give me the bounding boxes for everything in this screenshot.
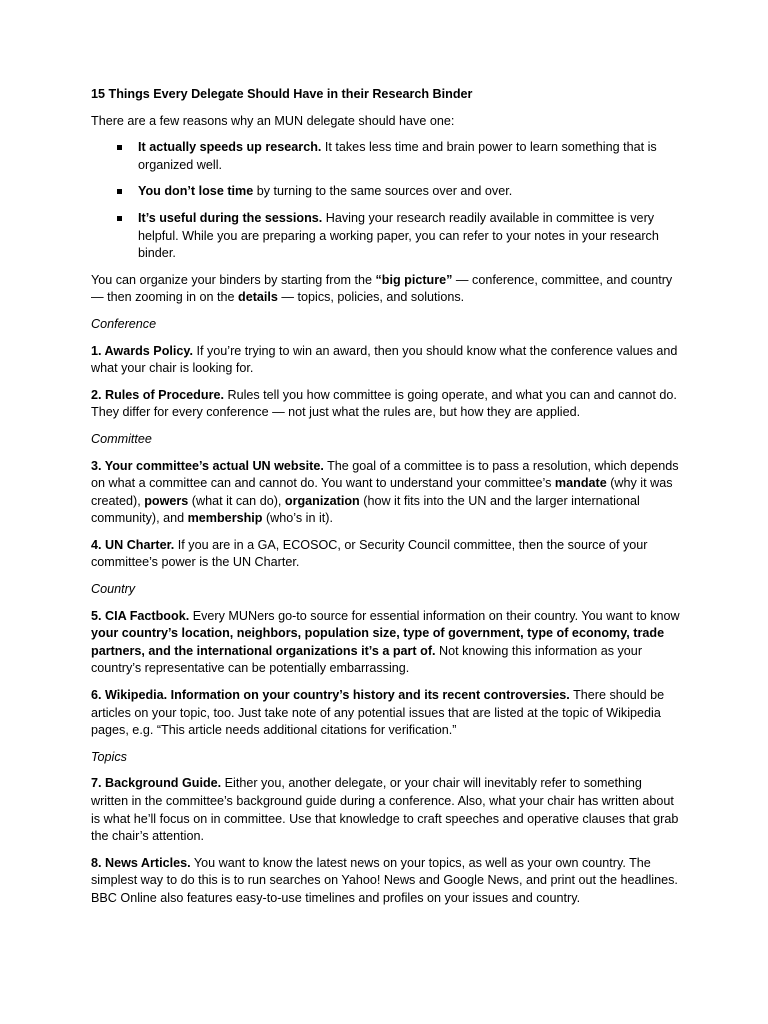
item-bold: 5. CIA Factbook.	[91, 608, 190, 623]
organize-text: — topics, policies, and solutions.	[277, 290, 465, 305]
section-heading-topics: Topics	[91, 749, 127, 764]
item-text: If you are in a GA, ECOSOC, or Security Council committee, then the source of your committee’s power is the UN Charter.	[91, 537, 648, 570]
item-bold: 4. UN Charter.	[91, 537, 175, 552]
item-6	[91, 687, 680, 740]
item-bold: mandate	[554, 476, 607, 491]
item-text: (what it can do),	[188, 493, 285, 508]
item-bold: 3. Your committee’s actual UN website.	[91, 458, 324, 473]
section-heading-committee: Committee	[91, 431, 152, 446]
item-text: (why it was created),	[91, 476, 673, 508]
item-text: Rules tell you how committee is going operate, and what you can and cannot do. They differ for every conference — not just what the rules are, but how they are applied.	[91, 387, 677, 420]
item-bold: powers	[144, 493, 189, 508]
organize-text: You can organize your binders by starting from the	[91, 272, 376, 287]
item-text: There should be articles on your topic, too. Just take note of any potential issues that are listed at the topic of Wikipedia pages, e.g. “This article needs additional citations for verification.”	[91, 688, 665, 738]
item-bold: 7. Background Guide.	[91, 776, 222, 791]
item-text: Either you, another delegate, or your chair will inevitably refer to something written in the committee’s background guide during a conference. Also, what your chair has written about is what he’ll focus on in committee. Use that knowledge to craft speeches and operative clauses that grab the chair’s attention.	[91, 776, 679, 844]
reason-bold: It’s useful during the sessions.	[138, 210, 323, 225]
organize-bold: “big picture”	[375, 272, 453, 287]
intro-paragraph: There are a few reasons why an MUN delegate should have one:	[91, 113, 455, 128]
item-text: Not knowing this information as your country’s representative can be potentially embarrassing.	[91, 643, 643, 676]
item-4	[91, 537, 680, 572]
item-2	[91, 387, 680, 422]
document-title: 15 Things Every Delegate Should Have in their Research Binder	[91, 87, 473, 101]
organize-text: — conference, committee, and country — then zooming in on the	[91, 272, 673, 305]
item-text: (how it fits into the UN and the larger international community), and	[91, 493, 640, 526]
item-bold: 6. Wikipedia. Information on your country’s history and its recent controversies.	[91, 688, 570, 703]
reason-bold: It actually speeds up research.	[138, 140, 322, 155]
section-heading-country: Country	[91, 582, 136, 597]
item-bold: 2. Rules of Procedure.	[91, 387, 224, 402]
reason-text: It takes less time and brain power to learn something that is organized well.	[138, 140, 657, 172]
item-text: The goal of a committee is to pass a resolution, which depends on what a committee can and cannot do. You want to understand your committee’s	[91, 458, 679, 491]
section-heading-conference: Conference	[91, 316, 157, 331]
item-bold: organization	[284, 493, 360, 508]
item-bold: 8. News Articles.	[91, 855, 191, 870]
item-text: If you’re trying to win an award, then you should know what the conference values and what your chair is looking for.	[91, 343, 678, 376]
organize-paragraph	[91, 272, 680, 307]
list-item	[138, 183, 680, 201]
item-text: You want to know the latest news on your topics, as well as your own country. The simplest way to do this is to run searches on Yahoo! News and Google News, and print out the headlines. BBC Online also features easy-to-use timelines and profiles on your issues and country.	[91, 855, 678, 905]
reasons-list	[91, 139, 680, 263]
item-5	[91, 608, 680, 678]
item-bold: your country’s location, neighbors, population size, type of government, type of economy, trade partners, and the international organizations it’s a part of.	[91, 626, 665, 658]
item-text: Every MUNers go-to source for essential information on their country. You want to know	[189, 608, 680, 623]
item-text: (who’s in it).	[262, 511, 333, 526]
item-7	[91, 775, 680, 845]
item-bold: membership	[187, 511, 263, 526]
reason-bold: You don’t lose time	[138, 184, 254, 199]
item-8	[91, 855, 680, 908]
organize-bold: details	[238, 290, 278, 305]
item-bold: 1. Awards Policy.	[91, 343, 193, 358]
reason-text: Having your research readily available in committee is very helpful. While you are preparing a working paper, you can refer to your notes in your research binder.	[138, 210, 659, 261]
reason-text: by turning to the same sources over and over.	[253, 184, 513, 199]
item-3	[91, 458, 680, 528]
item-1	[91, 343, 680, 378]
list-item	[138, 210, 680, 263]
list-item	[138, 139, 680, 174]
